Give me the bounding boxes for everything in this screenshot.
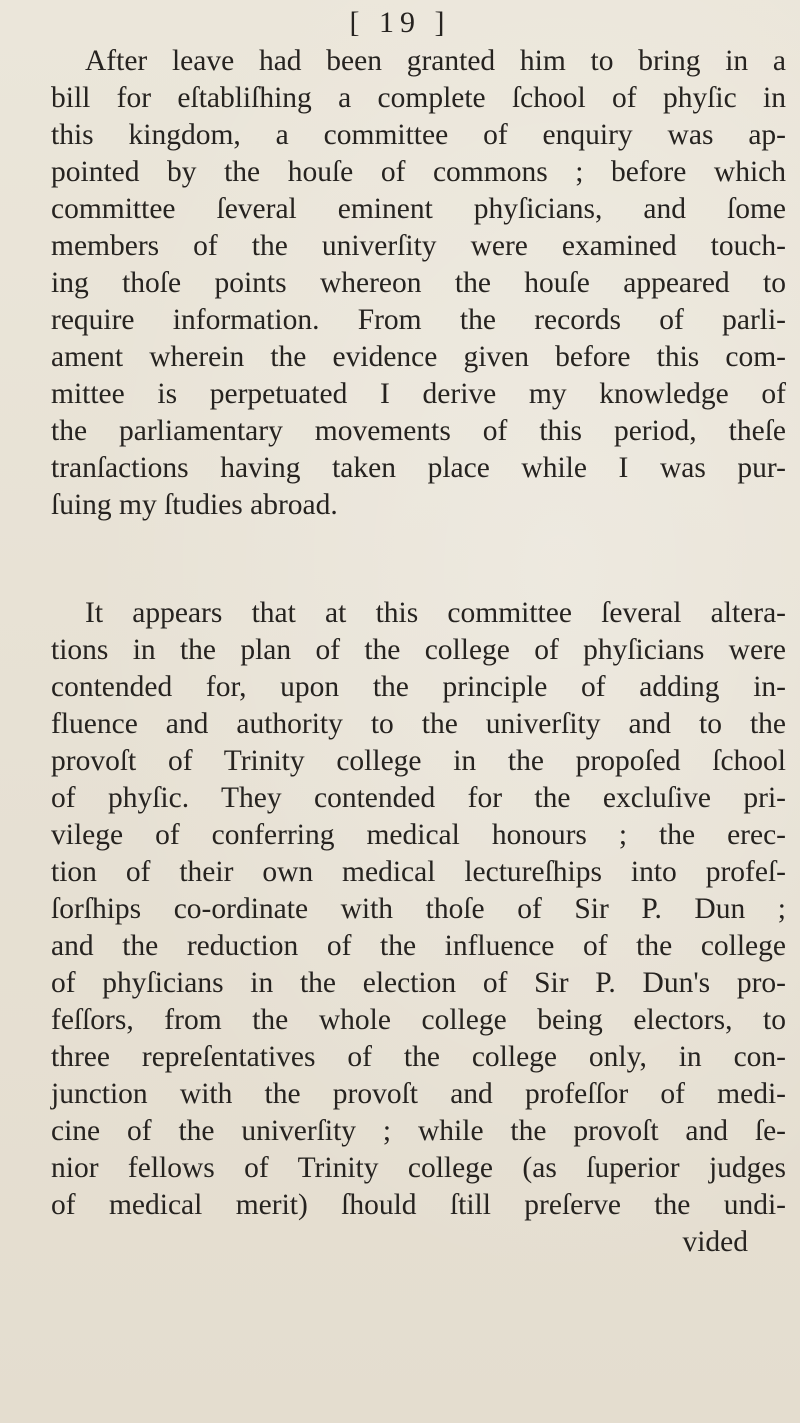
text-line: of phyſic. They contended for the excluſive pri-	[51, 782, 786, 814]
catchword: vided	[682, 1226, 748, 1258]
text-line: It appears that at this committee ſeveral altera-	[85, 597, 786, 629]
paragraph-1	[51, 43, 786, 524]
text-line: bill for eſtabliſhing a complete ſchool of phyſic in	[51, 82, 786, 114]
text-line: ſorſhips co-ordinate with thoſe of Sir P. Dun ;	[51, 893, 786, 925]
text-line: the parliamentary movements of this period, theſe	[51, 415, 786, 447]
text-line: pointed by the houſe of commons ; before which	[51, 156, 786, 188]
text-line: After leave had been granted him to bring in a	[85, 45, 786, 77]
page-number: [ 19 ]	[349, 6, 451, 39]
text-line: nior fellows of Trinity college (as ſuperior judges	[51, 1152, 786, 1184]
text-line: tions in the plan of the college of phyſicians were	[51, 634, 786, 666]
text-line: three repreſentatives of the college only, in con-	[51, 1041, 786, 1073]
text-line: of medical merit) ſhould ſtill preſerve the undi-	[51, 1189, 786, 1221]
text-line: ament wherein the evidence given before this com-	[51, 341, 786, 373]
text-line: contended for, upon the principle of adding in-	[51, 671, 786, 703]
text-line: provoſt of Trinity college in the propoſed ſchool	[51, 745, 786, 777]
text-line: vilege of conferring medical honours ; the erec-	[51, 819, 786, 851]
text-line: fluence and authority to the univerſity and to the	[51, 708, 786, 740]
text-line: mittee is perpetuated I derive my knowledge of	[51, 378, 786, 410]
text-line: members of the univerſity were examined touch-	[51, 230, 786, 262]
text-line: junction with the provoſt and profeſſor of medi-	[51, 1078, 786, 1110]
text-line: tranſactions having taken place while I was pur-	[51, 452, 786, 484]
text-line: and the reduction of the influence of the college	[51, 930, 786, 962]
text-line: this kingdom, a committee of enquiry was ap-	[51, 119, 786, 151]
text-line: committee ſeveral eminent phyſicians, and ſome	[51, 193, 786, 225]
text-line: require information. From the records of parli-	[51, 304, 786, 336]
text-line: ſuing my ſtudies abroad.	[51, 489, 338, 521]
text-line: cine of the univerſity ; while the provoſt and ſe-	[51, 1115, 786, 1147]
text-line: feſſors, from the whole college being electors, to	[51, 1004, 786, 1036]
text-line: tion of their own medical lectureſhips into profeſ-	[51, 856, 786, 888]
text-line: of phyſicians in the election of Sir P. Dun's pro-	[51, 967, 786, 999]
text-line: ing thoſe points whereon the houſe appeared to	[51, 267, 786, 299]
paragraph-2	[51, 595, 786, 1261]
